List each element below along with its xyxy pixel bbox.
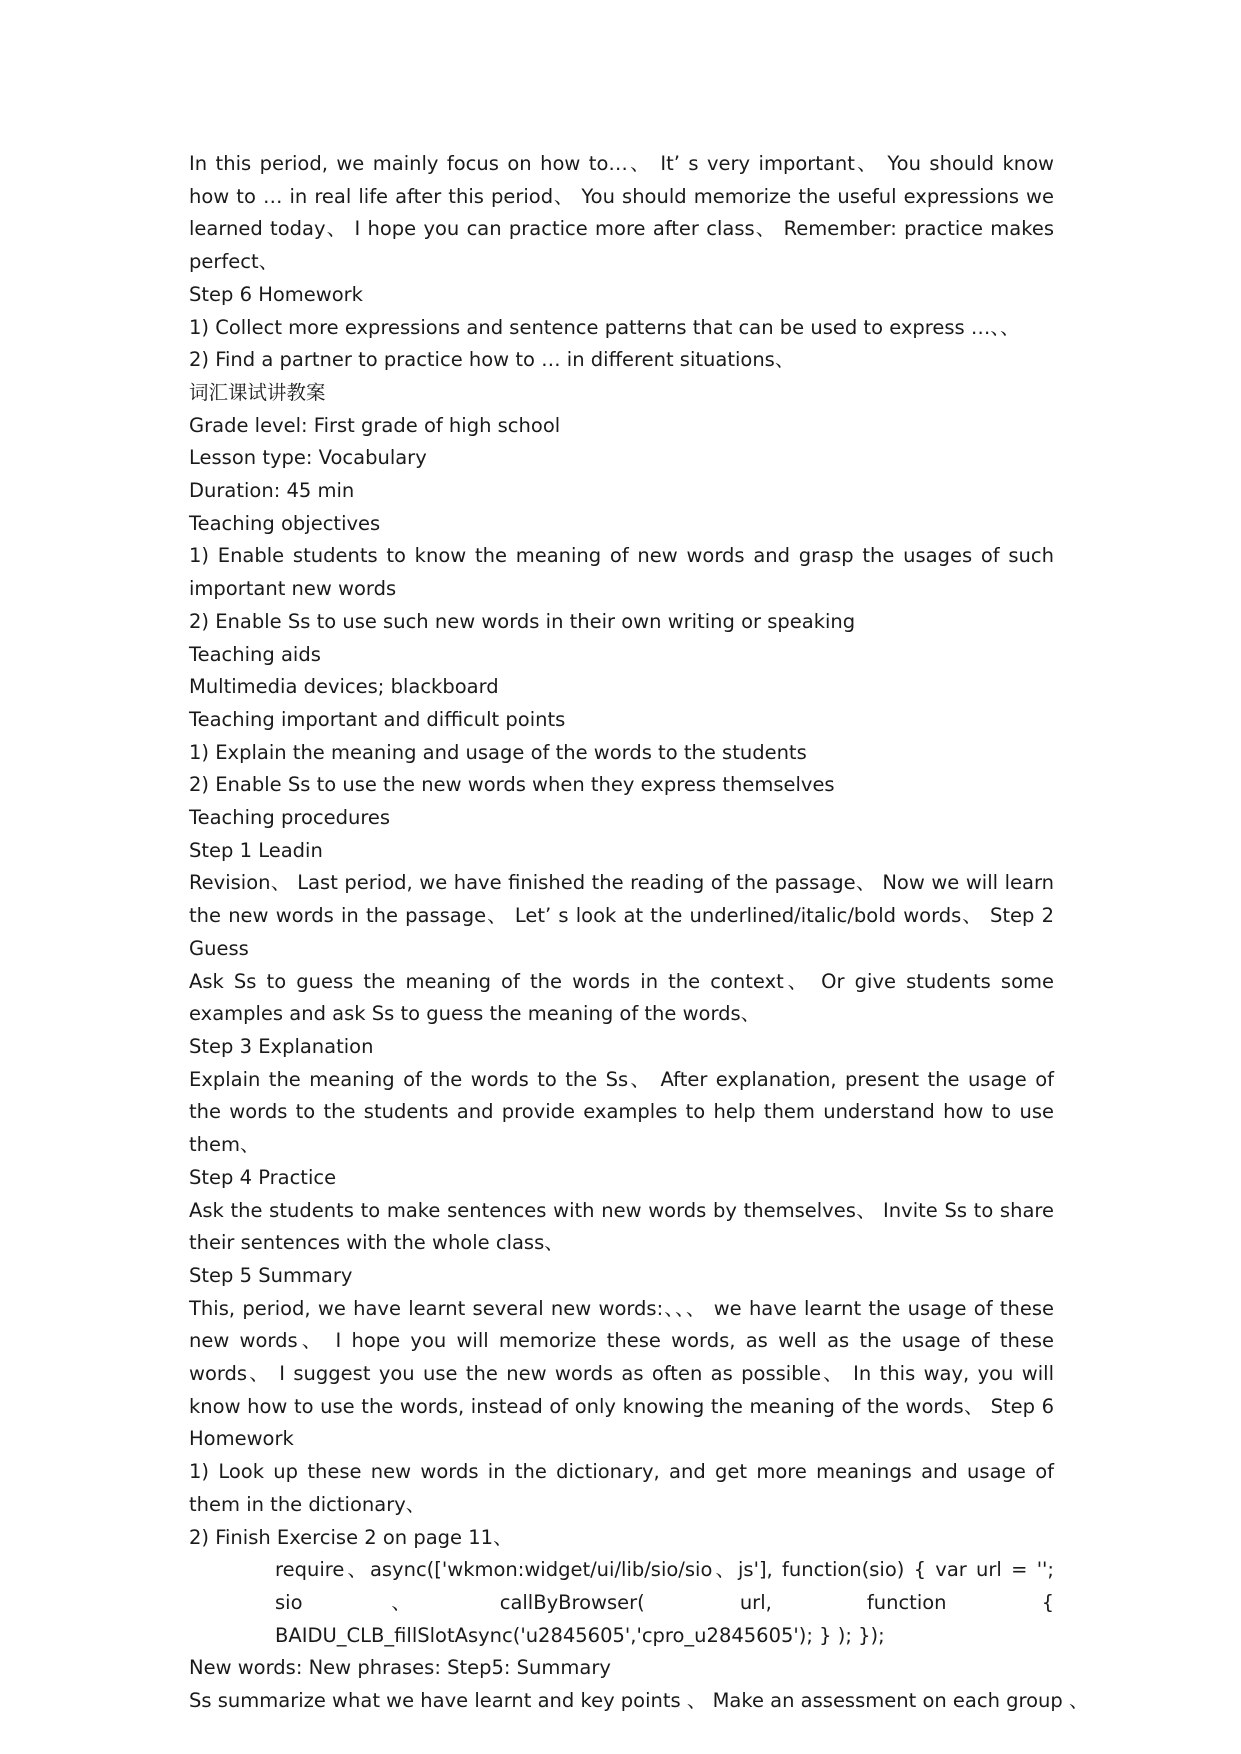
step-6-homework-heading: Step 6 Homework: [189, 282, 363, 306]
homework-item-2: 2) Find a partner to practice how to … in different situations、: [189, 348, 795, 372]
step-1-heading: Step 1 Leadin: [189, 838, 323, 862]
step-6-item-2: 2) Finish Exercise 2 on page 11、: [189, 1525, 513, 1549]
step-3-heading: Step 3 Explanation: [189, 1034, 374, 1058]
step-3-paragraph: Explain the meaning of the words to the Ss、 After explanation, present the usage of the words to the students and provide examples to help them understand how to use them、: [189, 1067, 1054, 1157]
document-page: [189, 148, 1089, 1718]
step-6-item-1: 1) Look up these new words in the dictionary, and get more meanings and usage of them in the dictionary、: [189, 1460, 1054, 1516]
step-4-heading: Step 4 Practice: [189, 1165, 337, 1189]
step-5-heading: Step 5 Summary: [189, 1263, 353, 1287]
step-2-paragraph: Ask Ss to guess the meaning of the words in the context、 Or give students some examples and ask Ss to guess the meaning of the words、: [189, 969, 1054, 1026]
key-point-2: 2) Enable Ss to use the new words when they express themselves: [189, 773, 835, 797]
lesson-plan-title: 词汇课试讲教案: [189, 380, 326, 404]
duration: Duration: 45 min: [189, 479, 355, 503]
summary-labels: New words: New phrases: Step5: Summary: [189, 1656, 611, 1680]
step-1-paragraph: Revision、 Last period, we have finished the reading of the passage、 Now we will learn the new words in the passage、 Let’ s look at the underlined/italic/bold words、 Step 2 Guess: [189, 871, 1054, 960]
grade-level: Grade level: First grade of high school: [189, 413, 561, 437]
teaching-aids-heading: Teaching aids: [189, 642, 321, 666]
summary-assessment: Ss summarize what we have learnt and key points 、 Make an assessment on each group 、: [189, 1689, 1089, 1713]
objective-2: 2) Enable Ss to use such new words in their own writing or speaking: [189, 609, 856, 633]
homework-item-1: 1) Collect more expressions and sentence patterns that can be used to express …、、: [189, 315, 1020, 339]
key-point-1: 1) Explain the meaning and usage of the words to the students: [189, 740, 807, 764]
teaching-aids-text: Multimedia devices; blackboard: [189, 675, 499, 699]
closing-paragraph: In this period, we mainly focus on how to…、 It’ s very important、 You should know how to … in real life after this period、 You should memorize the useful expressions we learned today、 I hope you can practice more after class、 Remember: practice makes perfect、: [189, 152, 1054, 274]
step-5-paragraph: This, period, we have learnt several new words:、、、 we have learnt the usage of these new words、 I hope you will memorize these words, as well as the usage of these words、 I suggest you use the new words as often as possible、 In this way, you will know how to use the words, instead of only knowing the meaning of the words、 Step 6 Homework: [189, 1296, 1054, 1451]
teaching-objectives-heading: Teaching objectives: [189, 511, 381, 535]
step-4-paragraph: Ask the students to make sentences with new words by themselves、 Invite Ss to share their sentences with the whole class、: [189, 1198, 1054, 1255]
embedded-script-text: require、async(['wkmon:widget/ui/lib/sio/sio、js'], function(sio) { var url = ''; sio、callByBrowser( url, function { BAIDU_CLB_fillSlotAsync('u2845605','cpro_u2845605'); } ); });: [275, 1558, 1054, 1647]
teaching-procedures-heading: Teaching procedures: [189, 806, 391, 830]
objective-1: 1) Enable students to know the meaning of new words and grasp the usages of such important new words: [189, 544, 1054, 601]
lesson-type: Lesson type: Vocabulary: [189, 446, 427, 470]
key-points-heading: Teaching important and difficult points: [189, 707, 566, 731]
